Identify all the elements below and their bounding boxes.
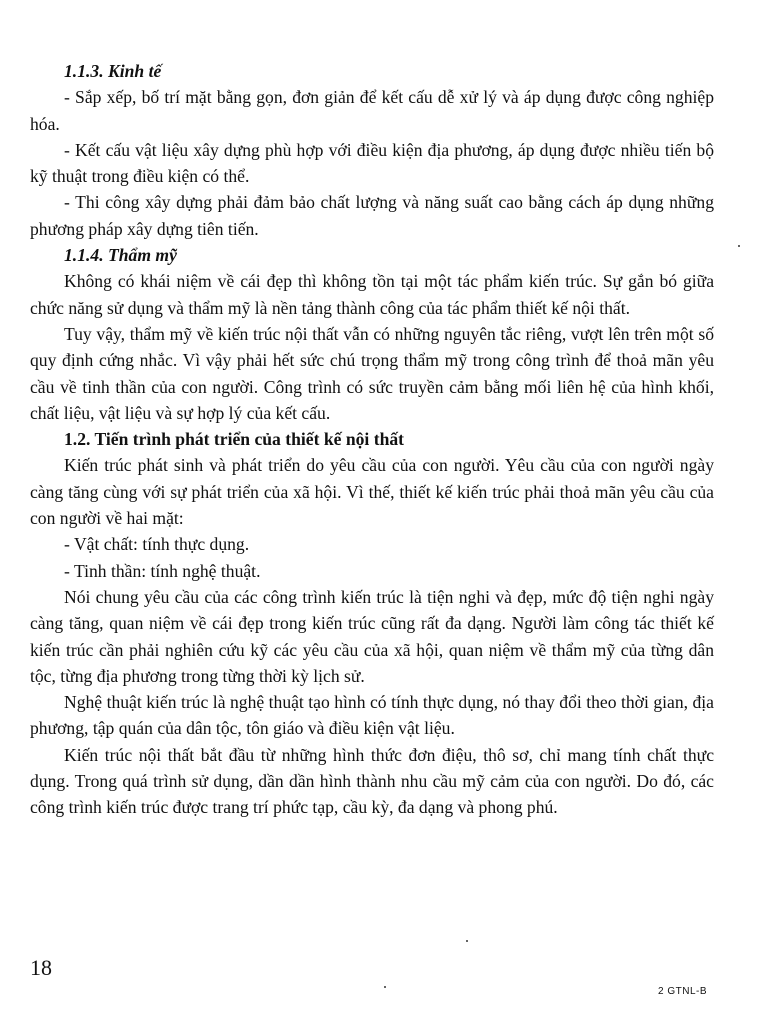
paragraph: - Sắp xếp, bố trí mặt bằng gọn, đơn giản để kết cấu dễ xử lý và áp dụng được công nghiệp hóa. xyxy=(30,87,714,134)
paragraph: Kiến trúc nội thất bắt đầu từ những hình thức đơn điệu, thô sơ, chỉ mang tính chất thực dụng. Trong quá trình sử dụng, dần dần hình thành nhu cầu mỹ cảm của con người. Do đó, các công trình kiến trúc được trang trí phức tạp, cầu kỳ, đa dạng và phong phú. xyxy=(30,744,714,818)
page-number: 18 xyxy=(30,955,52,980)
paragraph: Nói chung yêu cầu của các công trình kiến trúc là tiện nghi và đẹp, mức độ tiện nghi ngày càng tăng, quan niệm về cái đẹp trong kiến trúc cũng rất đa dạng. Người làm công tác thiết kế kiến trúc cần phải nghiên cứu kỹ các yêu cầu của xã hội, quan niệm về thẩm mỹ của từng dân tộc, từng địa phương trong từng thời kỳ lịch sử. xyxy=(30,586,714,686)
scan-speck xyxy=(466,940,468,942)
paragraph: Nghệ thuật kiến trúc là nghệ thuật tạo hình có tính thực dụng, nó thay đổi theo thời gian, địa phương, tập quán của dân tộc, tôn giáo và điều kiện vật liệu. xyxy=(30,692,714,739)
paragraph: - Kết cấu vật liệu xây dựng phù hợp với điều kiện địa phương, áp dụng được nhiều tiến bộ kỹ thuật trong điều kiện có thể. xyxy=(30,139,714,187)
paragraph: Kiến trúc phát sinh và phát triển do yêu cầu của con người. Yêu cầu của con người ngày càng tăng cùng với sự phát triển của xã hội. Vì thế, thiết kế kiến trúc phải thoả mãn yêu cầu của con người về hai mặt: xyxy=(30,455,714,529)
section-heading-history: 1.2. Tiến trình phát triển của thiết kế nội thất xyxy=(64,429,405,450)
page-content xyxy=(30,58,714,821)
section-heading-economy: 1.1.3. Kinh tế xyxy=(64,61,162,81)
list-item: - Vật chất: tính thực dụng. xyxy=(64,534,250,555)
paragraph: Tuy vậy, thẩm mỹ về kiến trúc nội thất vẫn có những nguyên tắc riêng, vượt lên trên một số quy định cứng nhắc. Vì vậy phải hết sức chú trọng thẩm mỹ trong công trình để thoả mãn yêu cầu về tinh thần của con người. Công trình có sức truyền cảm bằng mối liên hệ của hình khối, chất liệu, vật liệu và sự hợp lý của kết cấu. xyxy=(30,323,714,423)
section-heading-aesthetics: 1.1.4. Thẩm mỹ xyxy=(64,245,177,266)
footer-code: 2 GTNL-B xyxy=(658,986,708,997)
list-item: - Tinh thần: tính nghệ thuật. xyxy=(64,560,261,581)
scan-speck xyxy=(384,986,386,988)
paragraph: - Thi công xây dựng phải đảm bảo chất lượng và năng suất cao bằng cách áp dụng những phương pháp xây dựng tiên tiến. xyxy=(30,192,714,239)
scan-speck xyxy=(738,245,740,247)
paragraph: Không có khái niệm về cái đẹp thì không tồn tại một tác phẩm kiến trúc. Sự gắn bó giữa chức năng sử dụng và thẩm mỹ là nền tảng thành công của tác phẩm thiết kế nội thất. xyxy=(30,271,714,318)
